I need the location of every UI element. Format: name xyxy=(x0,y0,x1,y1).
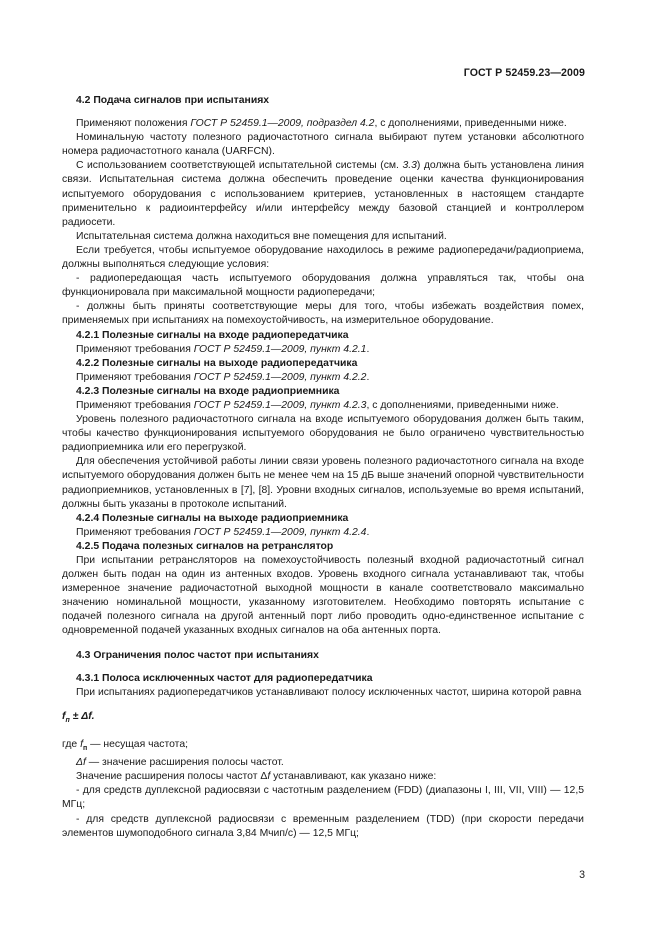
paragraph: Применяют требования ГОСТ Р 52459.1—2009, пункт 4.2.1. xyxy=(76,343,370,355)
paragraph: При испытаниях радиопередатчиков устанавливают полосу исключенных частот, ширина которой равна xyxy=(76,686,582,698)
paragraph: Применяют требования ГОСТ Р 52459.1—2009, пункт 4.2.3, с дополнениями, приведенными ниже. xyxy=(76,399,559,411)
paragraph: Номинальную частоту полезного радиочастотного сигнала выбирают путем установки абсолютного номера радиочастотного канала (UARFCN). xyxy=(62,132,584,158)
document-body xyxy=(62,94,584,841)
section-4-2-5-title: 4.2.5 Подача полезных сигналов на ретранслятор xyxy=(76,540,334,552)
paragraph: Если требуется, чтобы испытуемое оборудование находилось в режиме радиопередачи/радиоприема, должны выполняться следующие условия: xyxy=(62,244,584,271)
paragraph: Значение расширения полосы частот Δf устанавливают, как указано ниже: xyxy=(76,771,437,783)
reference: 3.3 xyxy=(402,160,417,172)
paragraph: Применяют требования ГОСТ Р 52459.1—2009, пункт 4.2.2. xyxy=(76,371,370,383)
section-4-3-1-title: 4.3.1 Полоса исключенных частот для радиопередатчика xyxy=(76,672,373,684)
reference: ГОСТ Р 52459.1—2009, подраздел 4.2 xyxy=(190,118,375,130)
paragraph: Применяют положения ГОСТ Р 52459.1—2009, подраздел 4.2, с дополнениями, приведенными ниже. xyxy=(76,118,567,130)
section-4-2-title: 4.2 Подача сигналов при испытаниях xyxy=(76,95,270,106)
paragraph: Уровень полезного радиочастотного сигнала на входе испытуемого оборудования должен быть таким, чтобы качество функционирования испытуемого оборудования не было ограничено чувствительностью радиоприемника или его перегрузкой. xyxy=(62,414,584,454)
paragraph: При испытании ретрансляторов на помехоустойчивость полезный входной радиочастотный сигнал должен быть подан на один из антенных входов. Уровень входного сигнала устанавливают так, чтобы измеренное значение радиочастотной выходной мощности в канале соответствовало максимально значению номинальной мощности, указанному изготовителем. Необходимо повторять испытание с подачей полезного сигнала на другой антенный порт либо проводить одно-единственное испытание с одновременной подачей указанных входных сигналов на оба антенных порта. xyxy=(62,555,584,637)
section-4-2-2-title: 4.2.2 Полезные сигналы на выходе радиопередатчика xyxy=(76,357,358,369)
formula: $f_п \pm \Delta f$. xyxy=(62,710,95,724)
paragraph: Испытательная система должна находиться вне помещения для испытаний. xyxy=(76,230,447,242)
definition: Δf — значение расширения полосы частот. xyxy=(76,757,284,769)
list-item: - для средств дуплексной радиосвязи с временным разделением (TDD) (при скорости передачи элементов шумоподобного сигнала 3,84 Мчип/с) — 12,5 МГц; xyxy=(62,813,584,839)
section-4-3-title: 4.3 Ограничения полос частот при испытаниях xyxy=(76,649,319,661)
page-number: 3 xyxy=(579,869,585,881)
list-item: - для средств дуплексной радиосвязи с частотным разделением (FDD) (диапазоны I, III, VII, VIII) — 12,5 МГц; xyxy=(62,785,584,811)
reference: ГОСТ Р 52459.1—2009, пункт 4.2.2 xyxy=(193,371,367,383)
section-4-2-3-title: 4.2.3 Полезные сигналы на входе радиоприемника xyxy=(76,385,340,397)
paragraph: Для обеспечения устойчивой работы линии связи уровень полезного радиочастотного сигнала на входе испытуемого оборудования должен быть не менее чем на 15 дБ выше значений опорной чувствительности радиоприемников, установленных в [7], [8]. Уровни входных сигналов, используемые во время испытаний, должны быть указаны в протоколе испытаний. xyxy=(62,456,584,510)
reference: ГОСТ Р 52459.1—2009, пункт 4.2.4 xyxy=(193,526,367,538)
list-item: - радиопередающая часть испытуемого оборудования должна управляться так, чтобы она функционировала при максимальной мощности радиопередачи; xyxy=(62,273,584,299)
section-4-2-4-title: 4.2.4 Полезные сигналы на выходе радиоприемника xyxy=(76,512,349,524)
list-item: - должны быть приняты соответствующие меры для того, чтобы избежать воздействия помех, применяемых при испытаниях на помехоустойчивость, на измерительное оборудование. xyxy=(62,301,584,327)
paragraph: С использованием соответствующей испытательной системы (см. 3.3) должна быть установлена линия связи. Испытательная система должна обеспечить проведение оценки качества функционирования испытуемого оборудования с использованием критериев, установленных в настоящем стандарте применительно к радиоинтерфейсу и/или интерфейсу между базовой станцией и контроллером радиосети. xyxy=(62,160,584,228)
section-4-2-1-title: 4.2.1 Полезные сигналы на входе радиопередатчика xyxy=(76,329,349,341)
reference: ГОСТ Р 52459.1—2009, пункт 4.2.3 xyxy=(193,399,367,411)
standard-header: ГОСТ Р 52459.23—2009 xyxy=(463,67,585,79)
paragraph: Применяют требования ГОСТ Р 52459.1—2009, пункт 4.2.4. xyxy=(76,526,370,538)
reference: ГОСТ Р 52459.1—2009, пункт 4.2.1 xyxy=(193,343,367,355)
definition: где $f_п$ — несущая частота; xyxy=(62,739,188,753)
